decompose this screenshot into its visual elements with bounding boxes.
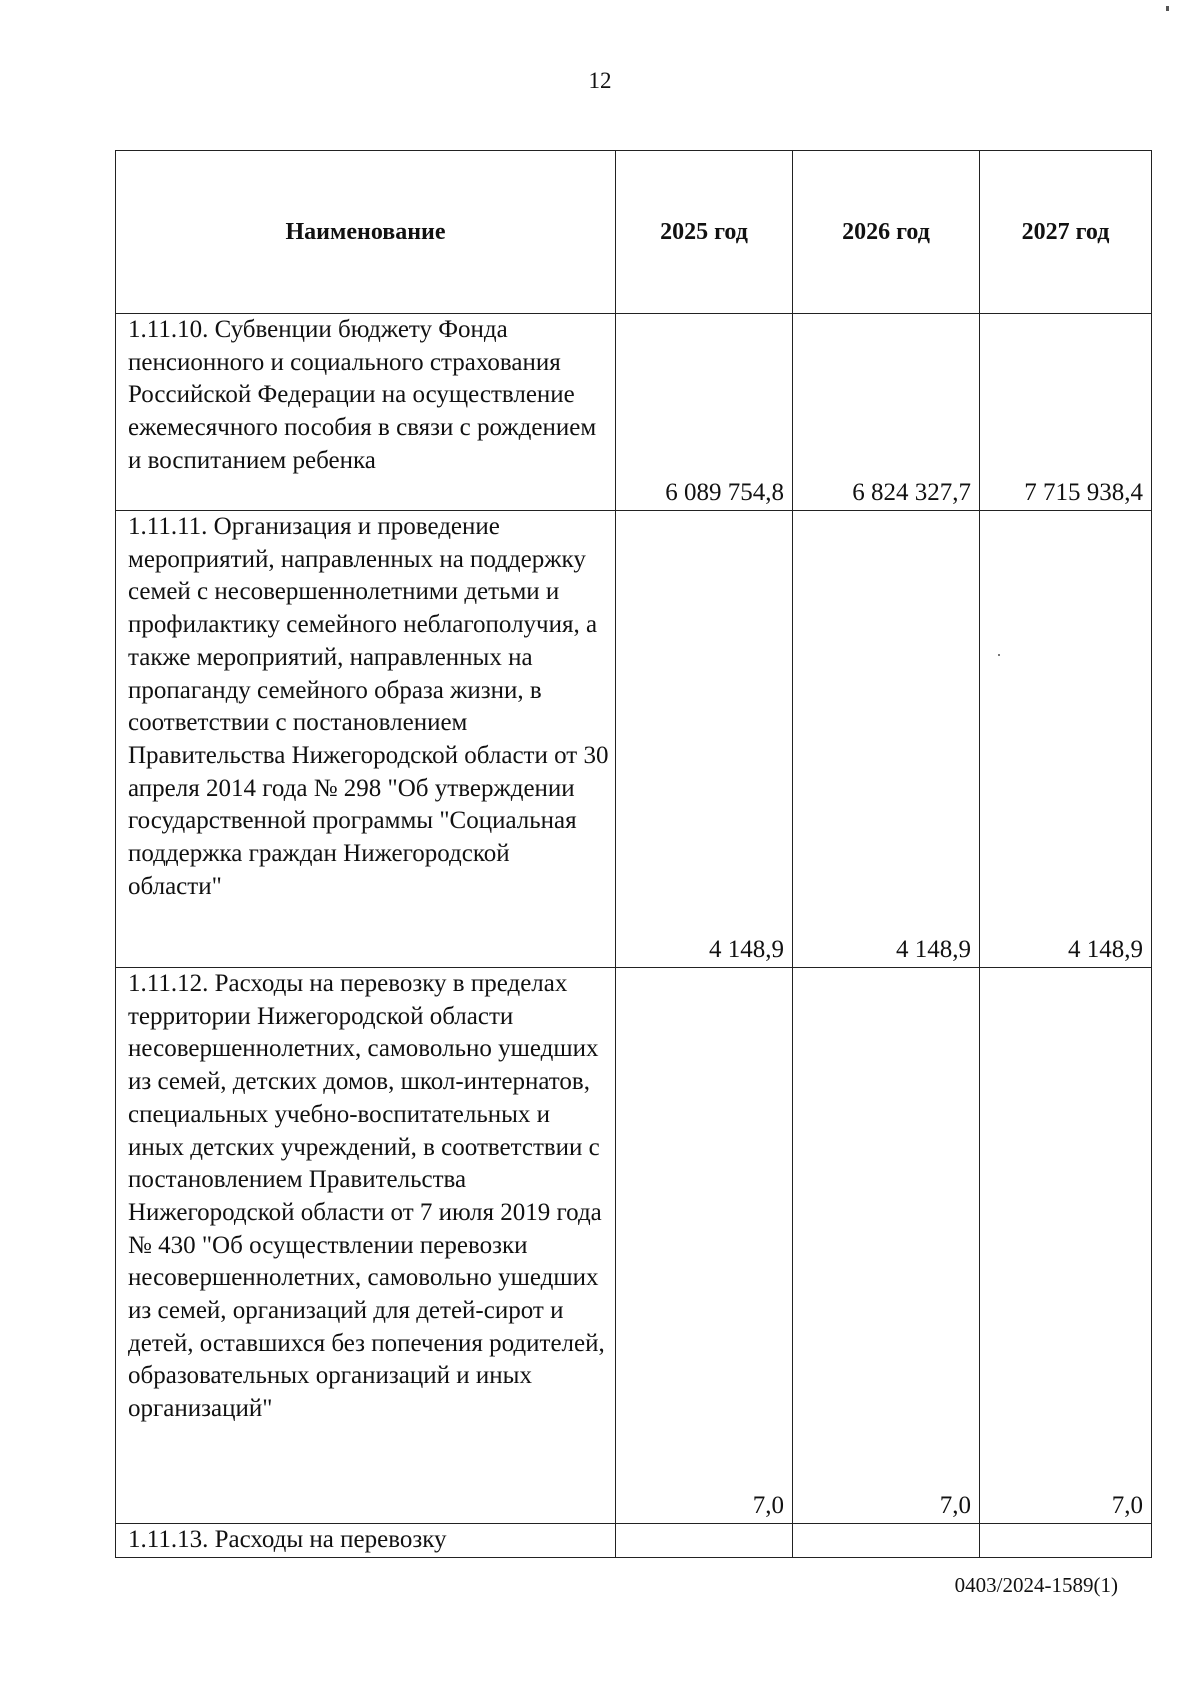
header-2027: 2027 год [980, 151, 1152, 314]
header-name: Наименование [116, 151, 616, 314]
table-row [116, 1524, 1152, 1558]
table-row [116, 968, 1152, 1524]
value-2026: 7,0 [793, 968, 980, 1524]
value-2025: 7,0 [616, 968, 793, 1524]
document-code: 0403/2024-1589(1) [954, 1573, 1118, 1597]
scan-corner-mark [1166, 6, 1169, 11]
header-2026: 2026 год [793, 151, 980, 314]
value-2025: 6 089 754,8 [616, 314, 793, 511]
row-name: 1.11.12. Расходы на перевозку в пределах территории Нижегородской области несовершеннолетних, самовольно ушедших из семей, детских домов, школ-интернатов, специальных учебно-воспитательных и иных детских учреждений, в соответствии с постановлением Правительства Нижегородской области от 7 июля 2019 года № 430 "Об осуществлении перевозки несовершеннолетних, самовольно ушедших из семей, организаций для детей-сирот и детей, оставшихся без попечения родителей, образовательных организаций и иных организаций" [116, 968, 616, 1524]
value-2025: 4 148,9 [616, 511, 793, 968]
value-2027 [980, 1524, 1152, 1558]
value-2026 [793, 1524, 980, 1558]
value-2026: 4 148,9 [793, 511, 980, 968]
value-2026: 6 824 327,7 [793, 314, 980, 511]
value-2027: 7,0 [980, 968, 1152, 1524]
value-2027: 4 148,9 [980, 511, 1152, 968]
row-name: 1.11.10. Субвенции бюджету Фонда пенсионного и социального страхования Российской Федерации на осуществление ежемесячного пособия в связи с рождением и воспитанием ребенка [116, 314, 616, 511]
scan-speck [998, 654, 1000, 656]
header-2025: 2025 год [616, 151, 793, 314]
table-header-row [116, 151, 1152, 314]
value-2027: 7 715 938,4 [980, 314, 1152, 511]
row-name: 1.11.13. Расходы на перевозку [116, 1524, 616, 1558]
row-name: 1.11.11. Организация и проведение мероприятий, направленных на поддержку семей с несовершеннолетними детьми и профилактику семейного неблагополучия, а также мероприятий, направленных на пропаганду семейного образа жизни, в соответствии с постановлением Правительства Нижегородской области от 30 апреля 2014 года № 298 "Об утверждении государственной программы "Социальная поддержка граждан Нижегородской области" [116, 511, 616, 968]
budget-table [115, 150, 1152, 1558]
value-2025 [616, 1524, 793, 1558]
table-row [116, 511, 1152, 968]
page-number: 12 [588, 68, 612, 93]
table-row [116, 314, 1152, 511]
